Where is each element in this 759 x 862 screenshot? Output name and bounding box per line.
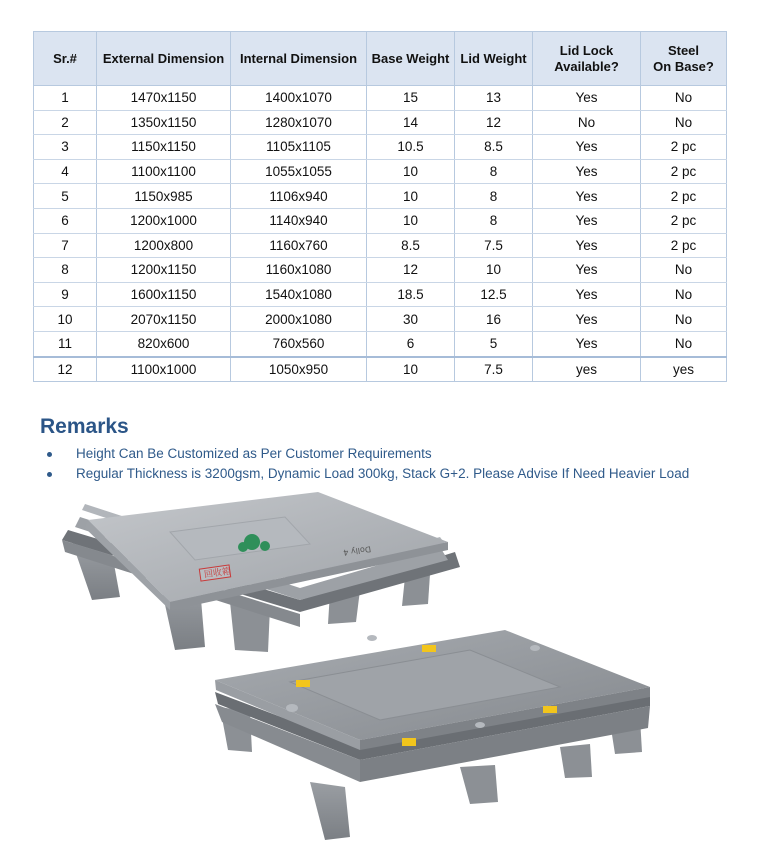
table-row	[34, 110, 727, 135]
table-row	[34, 135, 727, 160]
remarks-list	[44, 444, 689, 484]
table-cell: 1100x1000	[97, 357, 231, 382]
table-cell: No	[641, 307, 727, 332]
table-cell: 1400x1070	[231, 86, 367, 111]
table-cell: No	[641, 282, 727, 307]
table-cell: 820x600	[97, 331, 231, 356]
table-cell: Yes	[533, 184, 641, 209]
col-header-lid-weight: Lid Weight	[455, 32, 533, 86]
table-row	[34, 208, 727, 233]
table-cell: Yes	[533, 135, 641, 160]
table-cell: 1200x800	[97, 233, 231, 258]
remarks-title: Remarks	[40, 415, 129, 438]
table-cell: 10	[367, 208, 455, 233]
table-cell: 10	[455, 258, 533, 283]
table-cell: Yes	[533, 282, 641, 307]
table-cell: 1050x950	[231, 357, 367, 382]
table-cell: 1100x1100	[97, 159, 231, 184]
table-cell: 10	[34, 307, 97, 332]
table-cell: 1280x1070	[231, 110, 367, 135]
table-cell: 2	[34, 110, 97, 135]
table-cell: 1150x985	[97, 184, 231, 209]
spec-table	[33, 31, 727, 382]
table-cell: 2 pc	[641, 159, 727, 184]
table-cell: 1350x1150	[97, 110, 231, 135]
table-cell: 1	[34, 86, 97, 111]
table-cell: 1200x1150	[97, 258, 231, 283]
latch-icon	[422, 645, 436, 652]
table-cell: 760x560	[231, 331, 367, 356]
table-cell: 12	[455, 110, 533, 135]
table-cell: 30	[367, 307, 455, 332]
table-row	[34, 258, 727, 283]
table-cell: 1200x1000	[97, 208, 231, 233]
table-cell: Yes	[533, 307, 641, 332]
table-cell: No	[641, 258, 727, 283]
table-cell: No	[641, 86, 727, 111]
latch-icon	[543, 706, 557, 713]
table-cell: Yes	[533, 233, 641, 258]
table-cell: 18.5	[367, 282, 455, 307]
col-header-sr: Sr.#	[34, 32, 97, 86]
table-cell: 16	[455, 307, 533, 332]
stamp-text: 回收箱	[203, 566, 232, 581]
table-cell: 2 pc	[641, 208, 727, 233]
table-cell: 1540x1080	[231, 282, 367, 307]
pallet-open	[215, 630, 650, 840]
table-cell: 5	[455, 331, 533, 356]
latch-icon	[296, 680, 310, 687]
col-header-internal-dimension: Internal Dimension	[231, 32, 367, 86]
col-header-external-dimension: External Dimension	[97, 32, 231, 86]
table-cell: 10	[367, 357, 455, 382]
table-row	[34, 331, 727, 356]
table-cell: 9	[34, 282, 97, 307]
table-cell: 2070x1150	[97, 307, 231, 332]
table-cell: 10.5	[367, 135, 455, 160]
table-cell: 8	[34, 258, 97, 283]
table-cell: 1150x1150	[97, 135, 231, 160]
remark-item: Regular Thickness is 3200gsm, Dynamic Load 300kg, Stack G+2. Please Advise If Need Heavier Load	[44, 464, 689, 484]
table-cell: 1160x760	[231, 233, 367, 258]
table-cell: 7.5	[455, 233, 533, 258]
table-cell: 10	[367, 159, 455, 184]
col-header-lid-lock: Lid Lock Available?	[533, 32, 641, 86]
table-body	[34, 86, 727, 382]
table-header-row	[34, 32, 727, 86]
table-row	[34, 184, 727, 209]
table-row	[34, 159, 727, 184]
table-cell: 5	[34, 184, 97, 209]
table-cell: 4	[34, 159, 97, 184]
table-cell: Yes	[533, 86, 641, 111]
table-cell: 7	[34, 233, 97, 258]
table-cell: 8	[455, 184, 533, 209]
table-cell: 1600x1150	[97, 282, 231, 307]
table-row	[34, 86, 727, 111]
table-cell: 2 pc	[641, 233, 727, 258]
remark-item: Height Can Be Customized as Per Customer Requirements	[44, 444, 689, 464]
table-cell: 12	[367, 258, 455, 283]
table-cell: 2000x1080	[231, 307, 367, 332]
table-row	[34, 357, 727, 382]
table-cell: 15	[367, 86, 455, 111]
table-cell: 1470x1150	[97, 86, 231, 111]
table-cell: No	[533, 110, 641, 135]
table-cell: 1055x1055	[231, 159, 367, 184]
table-cell: 6	[34, 208, 97, 233]
table-cell: 3	[34, 135, 97, 160]
table-cell: 1105x1105	[231, 135, 367, 160]
table-cell: 13	[455, 86, 533, 111]
table-cell: 10	[367, 184, 455, 209]
table-cell: 1140x940	[231, 208, 367, 233]
table-cell: 1160x1080	[231, 258, 367, 283]
table-cell: 11	[34, 331, 97, 356]
table-row	[34, 233, 727, 258]
table-cell: yes	[533, 357, 641, 382]
table-cell: 6	[367, 331, 455, 356]
table-cell: Yes	[533, 331, 641, 356]
table-cell: 8.5	[367, 233, 455, 258]
table-row	[34, 307, 727, 332]
pallet-label: Dolly 4	[342, 544, 372, 558]
product-photo	[0, 482, 759, 862]
table-cell: 8.5	[455, 135, 533, 160]
col-header-steel-on-base: Steel On Base?	[641, 32, 727, 86]
table-cell: No	[641, 331, 727, 356]
table-cell: 12	[34, 357, 97, 382]
table-cell: Yes	[533, 258, 641, 283]
table-cell: No	[641, 110, 727, 135]
table-cell: 2 pc	[641, 135, 727, 160]
table-cell: Yes	[533, 159, 641, 184]
table-cell: 12.5	[455, 282, 533, 307]
table-cell: 14	[367, 110, 455, 135]
table-row	[34, 282, 727, 307]
latch-icon	[402, 738, 416, 746]
table-cell: Yes	[533, 208, 641, 233]
table-cell: 8	[455, 208, 533, 233]
pallet-closed	[62, 492, 460, 652]
table-cell: yes	[641, 357, 727, 382]
table-cell: 2 pc	[641, 184, 727, 209]
table-cell: 1106x940	[231, 184, 367, 209]
col-header-base-weight: Base Weight	[367, 32, 455, 86]
table-cell: 7.5	[455, 357, 533, 382]
table-cell: 8	[455, 159, 533, 184]
